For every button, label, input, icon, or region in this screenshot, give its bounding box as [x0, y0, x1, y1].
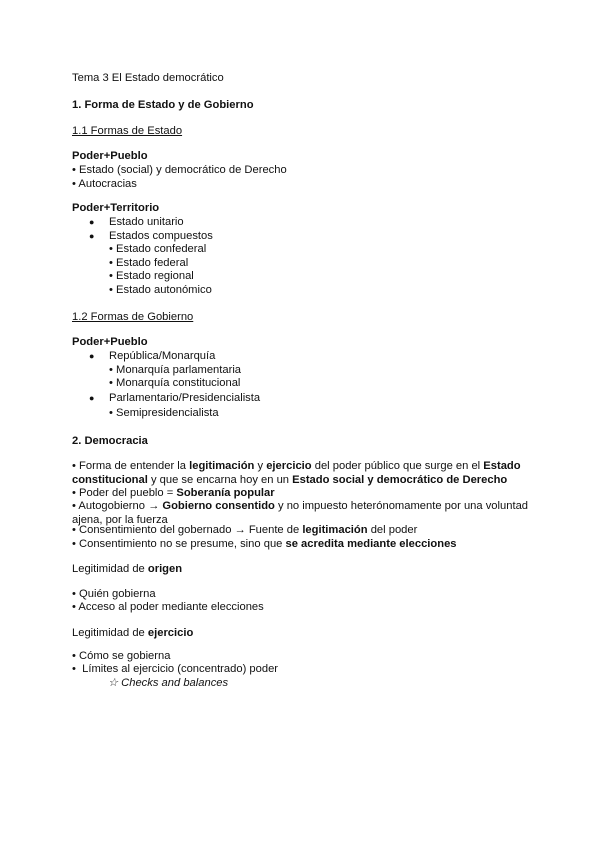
list-item: • Monarquía constitucional — [109, 377, 241, 389]
section-1-heading: 1. Forma de Estado y de Gobierno — [72, 99, 254, 111]
list-item: • Monarquía parlamentaria — [109, 364, 242, 376]
list-item: • Cómo se gobierna — [72, 650, 171, 662]
paragraph-line: • Consentimiento del gobernado → Fuente de legitimación del poder — [72, 524, 418, 536]
section-2-heading: 2. Democracia — [72, 435, 148, 447]
list-item: • Estado (social) y democrático de Derecho — [72, 164, 287, 176]
paragraph-line: constitucional y que se encarna hoy en un Estado social y democrático de Derecho — [72, 474, 508, 486]
legitimidad-origen-heading: Legitimidad de origen — [72, 563, 183, 575]
poder-pueblo-label: Poder+Pueblo — [72, 150, 148, 162]
list-item: • Estado confederal — [109, 243, 207, 255]
checks-and-balances-note: ☆ Checks and balances — [108, 677, 229, 689]
list-item: • Estado autonómico — [109, 284, 212, 296]
paragraph-line: • Forma de entender la legitimación y ejercicio del poder público que surge en el Estado — [72, 460, 521, 472]
list-item: ● Parlamentario/Presidencialista — [89, 392, 261, 404]
list-item: • Quién gobierna — [72, 588, 156, 600]
list-item: • Estado federal — [109, 257, 189, 269]
legitimidad-ejercicio-heading: Legitimidad de ejercicio — [72, 627, 194, 639]
list-item: • Autocracias — [72, 178, 137, 190]
poder-pueblo-gov-label: Poder+Pueblo — [72, 336, 148, 348]
list-item: • Semipresidencialista — [109, 407, 219, 419]
list-item: • Estado regional — [109, 270, 194, 282]
list-item: • Acceso al poder mediante elecciones — [72, 601, 264, 613]
list-item: • Límites al ejercicio (concentrado) poder — [72, 663, 279, 675]
list-item: ● Estados compuestos — [89, 230, 213, 242]
paragraph-line: • Autogobierno → Gobierno consentido y no impuesto heterónomamente por una voluntad — [72, 500, 529, 512]
subsection-1-1-heading: 1.1 Formas de Estado — [72, 125, 183, 137]
list-item: ● República/Monarquía — [89, 350, 216, 362]
paragraph-line: • Poder del pueblo = Soberanía popular — [72, 487, 275, 499]
subsection-1-2-heading: 1.2 Formas de Gobierno — [72, 311, 194, 323]
document-title: Tema 3 El Estado democrático — [72, 72, 224, 84]
paragraph-line: • Consentimiento no se presume, sino que se acredita mediante elecciones — [72, 538, 457, 550]
paragraph-line: ajena, por la fuerza — [72, 514, 168, 526]
poder-territorio-label: Poder+Territorio — [72, 202, 160, 214]
list-item: ● Estado unitario — [89, 216, 184, 228]
